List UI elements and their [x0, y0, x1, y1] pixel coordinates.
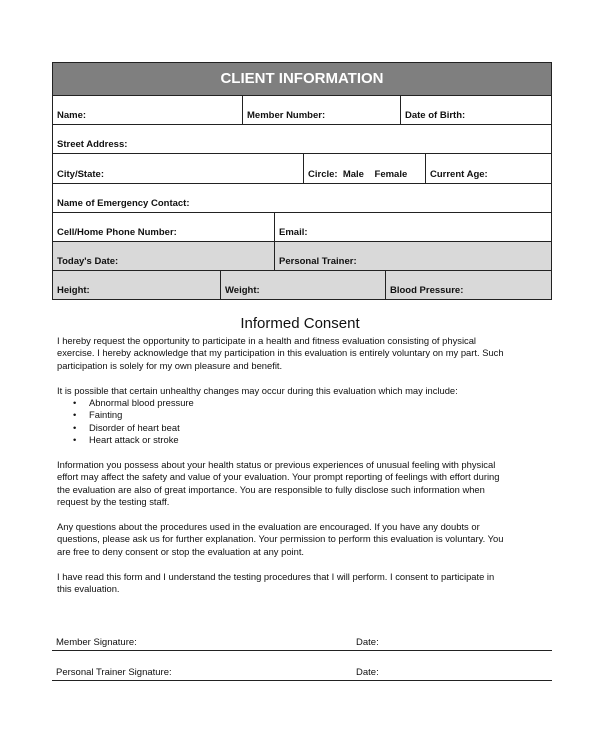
- text-line: effort may affect the safety and value of your evaluation. Your prompt reporting of feelings with effort during: [57, 471, 500, 483]
- text-line: the evaluation are also of great importance. You are responsible to fully disclose such information when: [57, 483, 485, 495]
- current-age-field[interactable]: [425, 154, 551, 183]
- member-signature-label: Member Signature:: [56, 637, 137, 648]
- text-line: are free to deny consent or stop the evaluation at any point.: [57, 545, 305, 557]
- field-label: Member Number:: [247, 110, 326, 121]
- field-label: Street Address:: [57, 139, 128, 150]
- member-signature-line[interactable]: [52, 638, 552, 651]
- field-label: Circle: Male Female: [308, 169, 408, 180]
- field-label: Date of Birth:: [405, 110, 466, 121]
- height-field[interactable]: [53, 271, 220, 299]
- text-line: participation is solely for my own pleasure and benefit.: [57, 359, 283, 371]
- consent-body: [57, 335, 547, 608]
- date-label: Date:: [356, 667, 379, 678]
- field-label: Height:: [57, 285, 90, 296]
- todays-date-field[interactable]: [53, 242, 274, 270]
- date-label: Date:: [356, 637, 379, 648]
- table-row: [53, 213, 551, 242]
- field-label: Weight:: [225, 285, 260, 296]
- table-row: [53, 125, 551, 154]
- personal-trainer-field[interactable]: [274, 242, 551, 270]
- paragraph-disclosure: [57, 459, 547, 509]
- date-of-birth-field[interactable]: [400, 96, 551, 124]
- text-line: request by the testing staff.: [57, 496, 170, 508]
- weight-field[interactable]: [220, 271, 385, 299]
- table-row: [53, 242, 551, 271]
- field-label: Blood Pressure:: [390, 285, 464, 296]
- member-number-field[interactable]: [242, 96, 400, 124]
- paragraph-risks-intro: It is possible that certain unhealthy changes may occur during this evaluation which may include:: [57, 384, 458, 396]
- field-label: Name of Emergency Contact:: [57, 198, 190, 209]
- field-label: City/State:: [57, 169, 104, 180]
- email-field[interactable]: [274, 213, 551, 241]
- trainer-signature-line[interactable]: [52, 668, 552, 681]
- name-field[interactable]: [53, 96, 242, 124]
- text-line: I have read this form and I understand the testing procedures that I will perform. I consent to participate in: [57, 570, 495, 582]
- text-line: questions, please ask us for further explanation. Your permission to perform this evaluation is voluntary. You: [57, 533, 504, 545]
- field-label: Current Age:: [430, 169, 488, 180]
- field-label: Email:: [279, 227, 308, 238]
- paragraph-request: [57, 335, 547, 372]
- table-title: CLIENT INFORMATION: [53, 63, 551, 96]
- field-label: Name:: [57, 110, 87, 121]
- paragraph-questions: [57, 521, 547, 558]
- consent-title: Informed Consent: [240, 315, 360, 332]
- table-row: [53, 96, 551, 125]
- text-line: exercise. I hereby acknowledge that my participation in this evaluation is entirely voluntary on my part. Such: [57, 347, 504, 359]
- city-state-field[interactable]: [53, 154, 303, 183]
- emergency-contact-field[interactable]: [53, 184, 551, 212]
- phone-field[interactable]: [53, 213, 274, 241]
- list-item: • Fainting: [57, 409, 547, 421]
- field-label: Cell/Home Phone Number:: [57, 227, 177, 238]
- text-line: this evaluation.: [57, 583, 120, 595]
- list-item: • Abnormal blood pressure: [57, 397, 547, 409]
- trainer-signature-label: Personal Trainer Signature:: [56, 667, 172, 678]
- field-label: Today's Date:: [57, 256, 119, 267]
- text-line: Any questions about the procedures used in the evaluation are encouraged. If you have any doubts or: [57, 521, 480, 533]
- table-row: [53, 271, 551, 299]
- list-item: • Disorder of heart beat: [57, 422, 547, 434]
- gender-field[interactable]: [303, 154, 425, 183]
- table-row: [53, 154, 551, 184]
- text-line: Information you possess about your health status or previous experiences of unusual feeling with physical: [57, 459, 496, 471]
- text-line: I hereby request the opportunity to participate in a health and fitness evaluation consisting of physical: [57, 335, 477, 346]
- table-row: [53, 184, 551, 213]
- list-item: • Heart attack or stroke: [57, 434, 547, 446]
- street-address-field[interactable]: [53, 125, 551, 153]
- blood-pressure-field[interactable]: [385, 271, 551, 299]
- client-information-table: [52, 62, 552, 300]
- risk-list: [57, 397, 547, 447]
- paragraph-agreement: [57, 571, 547, 596]
- field-label: Personal Trainer:: [279, 256, 357, 267]
